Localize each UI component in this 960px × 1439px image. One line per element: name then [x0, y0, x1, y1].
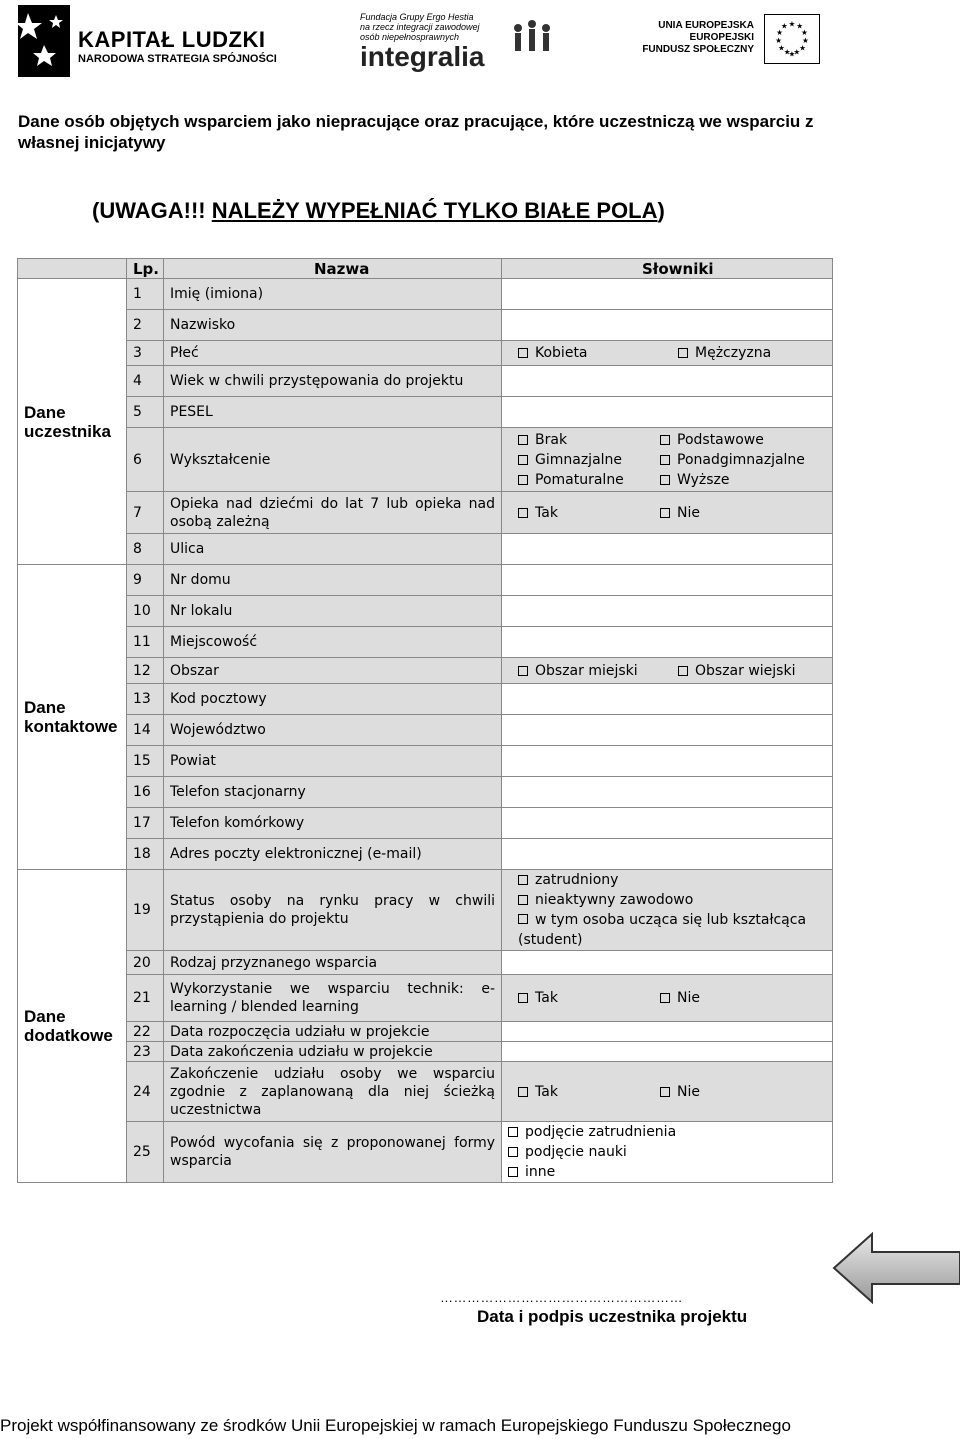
integralia-line-3: osób niepełnosprawnych	[360, 32, 460, 42]
checkbox-icon[interactable]	[660, 1087, 670, 1097]
table-row	[18, 565, 833, 596]
checkbox-icon[interactable]	[660, 993, 670, 1003]
row-number: 8	[127, 534, 164, 565]
table-row	[18, 279, 833, 310]
table-row	[18, 870, 833, 951]
area-options	[502, 658, 833, 684]
elearning-no-option[interactable]	[660, 989, 700, 1007]
checkbox-icon[interactable]	[518, 914, 528, 924]
svg-text:★: ★	[801, 35, 809, 45]
care-no-option[interactable]	[660, 504, 700, 522]
checkbox-icon[interactable]	[518, 348, 528, 358]
row-number: 15	[127, 746, 164, 777]
table-row	[18, 341, 833, 366]
kapital-ludzki-mark-icon	[18, 5, 70, 77]
end-date-field[interactable]	[502, 1042, 833, 1062]
svg-text:★: ★	[783, 47, 791, 57]
option-label: zatrudniony	[535, 872, 619, 888]
row-label: Ulica	[164, 534, 502, 565]
row-number: 16	[127, 777, 164, 808]
table-row	[18, 1062, 833, 1122]
table-row	[18, 746, 833, 777]
checkbox-icon[interactable]	[508, 1147, 518, 1157]
education-higher-option[interactable]	[660, 470, 805, 490]
table-header-row	[18, 259, 833, 279]
option-label: Mężczyzna	[695, 345, 772, 361]
last-name-field[interactable]	[502, 310, 833, 341]
checkbox-icon[interactable]	[518, 475, 528, 485]
gender-female-option[interactable]	[518, 344, 678, 362]
checkbox-icon[interactable]	[518, 435, 528, 445]
gender-male-option[interactable]	[678, 344, 771, 362]
row-label: Wykształcenie	[164, 428, 502, 492]
education-none-option[interactable]	[518, 430, 660, 450]
checkbox-icon[interactable]	[518, 455, 528, 465]
option-label: inne	[525, 1164, 556, 1180]
row-label: Zakończenie udziału osoby we wsparciu zgodnie z zaplanowaną dla niej ścieżką uczestnictwa	[164, 1062, 502, 1122]
checkbox-icon[interactable]	[518, 666, 528, 676]
house-number-field[interactable]	[502, 565, 833, 596]
completion-yes-option[interactable]	[518, 1083, 660, 1101]
table-row	[18, 596, 833, 627]
option-label: Tak	[535, 504, 558, 521]
education-primary-option[interactable]	[660, 430, 805, 450]
warning-open: (UWAGA!!!	[92, 198, 212, 223]
table-row	[18, 492, 833, 534]
svg-text:★: ★	[793, 47, 801, 57]
checkbox-icon[interactable]	[678, 666, 688, 676]
table-row	[18, 366, 833, 397]
left-arrow-icon	[832, 1232, 960, 1304]
support-type-field[interactable]	[502, 951, 833, 975]
kapital-ludzki-logo	[18, 5, 277, 77]
header-dict: Słowniki	[502, 259, 833, 279]
table-row	[18, 715, 833, 746]
reason-employment-option[interactable]	[508, 1122, 832, 1142]
checkbox-icon[interactable]	[518, 508, 528, 518]
row-label: Powód wycofania się z proponowanej formy wsparcia	[164, 1122, 502, 1183]
row-number: 19	[127, 870, 164, 951]
mobile-field[interactable]	[502, 808, 833, 839]
table-row	[18, 627, 833, 658]
checkbox-icon[interactable]	[508, 1167, 518, 1177]
kapital-ludzki-subtitle: NARODOWA STRATEGIA SPÓJNOŚCI	[78, 53, 277, 65]
svg-text:★: ★	[788, 19, 796, 29]
eu-line-3: FUNDUSZ SPOŁECZNY	[642, 44, 754, 55]
option-label: Obszar miejski	[535, 662, 638, 679]
row-number: 20	[127, 951, 164, 975]
integralia-line-2: na rzecz integracji zawodowej	[360, 22, 480, 32]
svg-text:★: ★	[799, 43, 807, 53]
postal-code-field[interactable]	[502, 684, 833, 715]
warning-close: )	[657, 198, 665, 223]
row-label: Nazwisko	[164, 310, 502, 341]
county-field[interactable]	[502, 746, 833, 777]
row-label: PESEL	[164, 397, 502, 428]
svg-text:★: ★	[775, 35, 783, 45]
row-number: 9	[127, 565, 164, 596]
row-number: 22	[127, 1022, 164, 1042]
first-name-field[interactable]	[502, 279, 833, 310]
svg-text:★: ★	[788, 49, 796, 59]
gender-options	[502, 341, 833, 366]
eu-line-1: UNIA EUROPEJSKA	[658, 20, 754, 31]
option-label: Ponadgimnazjalne	[677, 451, 805, 468]
care-options	[502, 492, 833, 534]
table-row	[18, 1042, 833, 1062]
table-row	[18, 777, 833, 808]
table-row	[18, 975, 833, 1022]
svg-text:★: ★	[801, 28, 808, 38]
row-number: 18	[127, 839, 164, 870]
kapital-ludzki-title: KAPITAŁ LUDZKI	[78, 27, 266, 52]
row-label: Opieka nad dziećmi do lat 7 lub opieka nad osobą zależną	[164, 492, 502, 534]
row-label: Wiek w chwili przystępowania do projektu	[164, 366, 502, 397]
eu-text	[632, 20, 754, 56]
row-number: 11	[127, 627, 164, 658]
row-label: Rodzaj przyznanego wsparcia	[164, 951, 502, 975]
checkbox-icon[interactable]	[660, 435, 670, 445]
option-label: Nie	[677, 990, 700, 1006]
education-options	[502, 428, 833, 492]
voivodeship-field[interactable]	[502, 715, 833, 746]
svg-text:★: ★	[777, 43, 785, 53]
footer-text: Projekt współfinansowany ze środków Unii Europejskiej w ramach Europejskiego Funduszu Społecznego	[0, 1416, 791, 1435]
row-label: Telefon komórkowy	[164, 808, 502, 839]
withdrawal-reason-options	[502, 1122, 833, 1183]
row-number: 2	[127, 310, 164, 341]
integralia-wordmark: integralia	[360, 41, 485, 72]
option-label: Kobieta	[535, 345, 588, 361]
svg-text:★: ★	[796, 21, 804, 31]
option-label: Obszar wiejski	[695, 662, 796, 679]
option-label: Brak	[535, 431, 568, 448]
row-number: 7	[127, 492, 164, 534]
row-label: Data rozpoczęcia udziału w projekcie	[164, 1022, 502, 1042]
landline-field[interactable]	[502, 777, 833, 808]
elearning-options	[502, 975, 833, 1022]
option-label: nieaktywny zawodowo	[535, 892, 694, 908]
status-student-option[interactable]	[518, 910, 820, 950]
row-label: Adres poczty elektronicznej (e-mail)	[164, 839, 502, 870]
row-label: Status osoby na rynku pracy w chwili przystąpienia do projektu	[164, 870, 502, 951]
row-number: 5	[127, 397, 164, 428]
area-urban-option[interactable]	[518, 662, 678, 680]
header-lp: Lp.	[127, 259, 164, 279]
area-rural-option[interactable]	[678, 662, 795, 680]
row-number: 1	[127, 279, 164, 310]
integralia-logo	[360, 12, 560, 76]
education-post-secondary-option[interactable]	[518, 470, 660, 490]
row-number: 21	[127, 975, 164, 1022]
street-field[interactable]	[502, 534, 833, 565]
row-label: Nr domu	[164, 565, 502, 596]
completion-no-option[interactable]	[660, 1083, 700, 1101]
option-label: podjęcie nauki	[525, 1144, 627, 1160]
svg-text:★: ★	[776, 28, 783, 38]
option-label: Wyższe	[677, 471, 730, 488]
education-lower-secondary-option[interactable]	[518, 450, 660, 470]
participant-form-table	[17, 258, 833, 1183]
apartment-number-field[interactable]	[502, 596, 833, 627]
option-label: Tak	[535, 1083, 558, 1100]
option-label: Gimnazjalne	[535, 451, 623, 468]
status-inactive-option[interactable]	[518, 890, 820, 910]
table-row	[18, 1022, 833, 1042]
row-number: 14	[127, 715, 164, 746]
row-number: 17	[127, 808, 164, 839]
row-number: 13	[127, 684, 164, 715]
reason-education-option[interactable]	[508, 1142, 832, 1162]
signature-line: ………………………………………………	[440, 1290, 683, 1305]
table-row	[18, 839, 833, 870]
row-label: Imię (imiona)	[164, 279, 502, 310]
row-label: Nr lokalu	[164, 596, 502, 627]
table-row	[18, 428, 833, 492]
warning-text	[92, 198, 665, 224]
elearning-yes-option[interactable]	[518, 989, 660, 1007]
table-row	[18, 1122, 833, 1183]
table-row	[18, 310, 833, 341]
status-employed-option[interactable]	[518, 870, 820, 890]
row-label: Kod pocztowy	[164, 684, 502, 715]
eu-line-2: EUROPEJSKI	[689, 32, 754, 43]
table-row	[18, 808, 833, 839]
row-label: Wykorzystanie we wsparciu technik: e-learning / blended learning	[164, 975, 502, 1022]
row-number: 10	[127, 596, 164, 627]
row-label: Telefon stacjonarny	[164, 777, 502, 808]
checkbox-icon[interactable]	[518, 875, 528, 885]
table-row	[18, 397, 833, 428]
eu-logo	[632, 14, 822, 66]
completion-options	[502, 1062, 833, 1122]
checkbox-icon[interactable]	[660, 455, 670, 465]
option-label: Nie	[677, 1083, 700, 1100]
row-number: 6	[127, 428, 164, 492]
care-yes-option[interactable]	[518, 504, 660, 522]
row-label: Data zakończenia udziału w projekcie	[164, 1042, 502, 1062]
labor-status-options	[502, 870, 833, 951]
checkbox-icon[interactable]	[518, 993, 528, 1003]
checkbox-icon[interactable]	[518, 895, 528, 905]
checkbox-icon[interactable]	[660, 475, 670, 485]
header-logos	[0, 0, 960, 85]
row-number: 24	[127, 1062, 164, 1122]
age-field[interactable]	[502, 366, 833, 397]
reason-other-option[interactable]	[508, 1162, 832, 1182]
email-field[interactable]	[502, 839, 833, 870]
row-label: Obszar	[164, 658, 502, 684]
option-label: w tym osoba ucząca się lub kształcąca (student)	[518, 912, 807, 948]
warning-underlined: NALEŻY WYPEŁNIAĆ TYLKO BIAŁE POLA	[211, 198, 658, 223]
people-figures-icon	[510, 14, 556, 64]
option-label: podjęcie zatrudnienia	[525, 1124, 677, 1140]
page-title: Dane osób objętych wsparciem jako niepracujące oraz pracujące, które uczestniczą we wsparciu z własnej inicjatywy	[18, 112, 814, 152]
checkbox-icon[interactable]	[518, 1087, 528, 1097]
checkbox-icon[interactable]	[678, 348, 688, 358]
table-row	[18, 684, 833, 715]
row-number: 3	[127, 341, 164, 366]
table-row	[18, 951, 833, 975]
svg-text:★: ★	[780, 21, 788, 31]
pesel-field[interactable]	[502, 397, 833, 428]
integralia-line-1: Fundacja Grupy Ergo Hestia	[360, 12, 474, 22]
row-number: 25	[127, 1122, 164, 1183]
row-label: Powiat	[164, 746, 502, 777]
section-contact: Dane kontaktowe	[18, 565, 127, 870]
option-label: Tak	[535, 990, 558, 1006]
eu-flag-icon	[764, 14, 820, 64]
row-label: Płeć	[164, 341, 502, 366]
checkbox-icon[interactable]	[508, 1127, 518, 1137]
header-name: Nazwa	[164, 259, 502, 279]
table-row	[18, 658, 833, 684]
option-label: Pomaturalne	[535, 471, 624, 488]
row-number: 4	[127, 366, 164, 397]
education-upper-secondary-option[interactable]	[660, 450, 805, 470]
start-date-field[interactable]	[502, 1022, 833, 1042]
city-field[interactable]	[502, 627, 833, 658]
row-label: Województwo	[164, 715, 502, 746]
row-number: 23	[127, 1042, 164, 1062]
table-row	[18, 534, 833, 565]
section-participant: Dane uczestnika	[18, 279, 127, 565]
option-label: Nie	[677, 504, 700, 521]
section-additional: Dane dodatkowe	[18, 870, 127, 1183]
checkbox-icon[interactable]	[660, 508, 670, 518]
signature-label: Data i podpis uczestnika projektu	[477, 1307, 748, 1326]
row-label: Miejscowość	[164, 627, 502, 658]
header-blank	[18, 259, 127, 279]
option-label: Podstawowe	[677, 431, 764, 448]
row-number: 12	[127, 658, 164, 684]
